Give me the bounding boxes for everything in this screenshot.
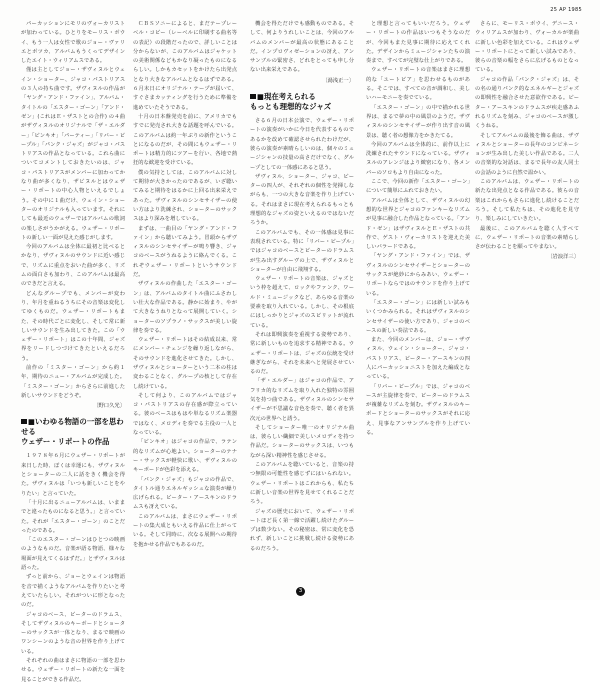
paragraph: どんなグループでも、メンバーが変わり、年月を重ねるうちにその音楽は変化してゆくものだ。ウェザー・リポートもまた、その時代ごとに変化し、そして常に新しいサウンドを生み出してきた。この「ウェザー・リポート」はこの十年間、ジャズ界をリードしつづけてきたといえるだろう。	[21, 290, 125, 362]
text-column-2	[133, 20, 237, 575]
paragraph: 「ヤング・アンド・ファイン」では、ザヴィヌルのシンセサイザーとショーターのサックスが絶妙にからみあい、ウェザー・リポートならではのサウンドを作り上げている。	[366, 253, 470, 297]
paragraph: 僅は主としてジョー・ザヴィヌルとウェイン・ショーター、ジャコ・パストリアスの３人の持ち曲です。ザヴィヌルの作品が「ヤング・アンド・ファイン」、アルバム・タイトルの「エスター・ゴーン」「アンド・ゼン」(これはＥ・ザストとの合作) の４曲がザヴィヌルのオリジナルで「ザ・エルダー」「ピンキオ」「パーティー」「リバー・ピープル」「パンク・ジャズ」がジャコ・パストリアスの作品となっている。これら曲についてコメントしておきたいのは、ジャコ・パストリアスがメンバーに加わってかなり曲が多くなり、ザビヌルとはウェザー・リポートの中心人物といえるでしょう。その中に１曲だけ、ウェイン・ショーターのオリジナルも入っています。それにしても最近のウェザーではアルバムの歌詞の楽しさがうかがえる。ウェザー・リポートの新しい一面が見えた感じがします。	[21, 67, 125, 241]
paragraph: １９７８年６月にウェザー・リポートが来日した時、ぼくは幸運にも、ザヴィヌルとショーターの二人に話をきく機会を得た。ザヴィヌルは「いつも新しいことをやりたい」と言っていた。	[21, 453, 125, 497]
paragraph: それぞれの曲はまさに物語の一部を思わせる。ウェザー・リポートの新たな一面を見ることができる作品だ。	[21, 658, 125, 683]
paragraph: ザヴィヌルの作曲した「エスター・ゴーン」は、アルバムのタイトル曲にふさわしい壮大な作品である。静かに始まり、やがて大きなうねりとなって展開していく。ショーターのソプラノ・サックスが美しい旋律を奏でる。	[133, 281, 237, 334]
paragraph: パーカッションにモリのヴォーカリストが加わっている。ひとりをモーリス・ボウイ、もう一人は女性で歌のジョー・ヴァリエとボツカ、アルバムもうくってデザインしたエイト・ウィリアムスである。	[21, 21, 125, 65]
paragraph: このアルバムでも、その一体感は見事に表現されている。特に「リバー・ピープル」ではジャコのベースとピーターのドラムスが生み出すグルーヴの上で、ザヴィヌルとショーターが自由に飛翔する。	[250, 229, 354, 273]
text-column-1	[21, 20, 125, 683]
page-number-badge: 3	[296, 587, 305, 596]
paragraph: 「エスター・ゴーン」の中で描かれる世界は、まるで夢の中の風景のようだ。ザヴィヌルのシンセサイザーが作り出す音の風景は、聴く者の想像力をかきたてる。	[366, 104, 470, 139]
paragraph: 今回のアルバムは全体に最初と比べるとかなり、ザヴィヌルのサウンドに近い感じで、リズムに重点をおいた曲が多く、リズムの面白さも加わり、このアルバムは最高のできだと言える。	[21, 244, 125, 288]
paragraph: さらに、モーリス・ボウイ、デニース・ウィリアムスが加わり、ヴォーカルが楽曲に新しい色彩を加えている。これはウェザー・リポートにとって新しい試みであり、彼らの音楽の幅をさらに広げるものとなっている。	[475, 21, 579, 74]
paragraph: そしてアルバムの最後を飾る曲は、ザヴィヌルとショーターの長年のコンビネーションが生み出した美しい作品である。二人の音楽的な対話は、まるで長年の友人同士の会話のように自然で温かい。	[475, 132, 579, 176]
paragraph: 前作の「ミスター・ゴーン」から約１年、期待のニュー・アルバムが完成した。「ミスター・ゴーン」からさらに前進した新しいサウンドをどうぞ。	[21, 364, 125, 399]
section-heading-line: ■現在考えられる	[250, 92, 354, 102]
paragraph: ジャズの歴史において、ウェザー・リポートほど長く第一線で活躍し続けたグループは数少ない。その秘密は、常に変化を恐れず、新しいことに挑戦し続ける姿勢にあるのだろう。	[250, 508, 354, 552]
text-column-3	[250, 20, 354, 575]
paragraph: このアルバムは、まさにウェザー・リポートの集大成ともいえる作品に仕上がっている。そして同時に、次なる展開への期待を抱かせる作品でもあるのだ。	[133, 513, 237, 548]
paragraph: ＣＢＳソニーによると、まだテープレーベル・コピー（レーベルに印刷する曲名等の表記）の段階だったので、詳しいことは分からないが、このアルバムはジャケットの美術関係などもかなり凝ったものになるらしい。しかもカセットをかけたら出発点となり大きなアルバムとなるはずである。６月末日にオリジナル・テープが届いて、すぐさまカッティングを行うために準備を進めていたそうである。	[133, 21, 237, 111]
section-heading	[21, 417, 125, 447]
paragraph: 「パンク・ジャズ」もジャコの作品で、タイトル通りエネルギッシュな演奏が繰り広げられる。ピーター・アースキンのドラムスも冴えている。	[133, 476, 237, 511]
paragraph: このアルバムは、ウェザー・リポートの新たな出発点となる作品である。彼らの音楽はこれからもさらに進化し続けることだろう。そして私たちは、その進化を見守り、楽しみにしていきたい。	[475, 179, 579, 223]
paragraph: それは即興演奏を重視する姿勢であり、常に新しいものを追求する精神である。ウェザー・リポートは、ジャズの伝統を受け継ぎながら、それを未来へと発展させているのだ。	[250, 331, 354, 376]
section-heading	[250, 92, 354, 112]
text-column-5	[475, 20, 579, 575]
section-heading-line: もっとも理想的なジャズ	[250, 102, 332, 112]
paragraph: そして何より、このアルバムではジャコ・パストリアスの存在感が際立っている。彼のベースはもはや単なるリズム楽器ではなく、メロディを奏でる主役の一人となっている。	[133, 392, 237, 437]
paragraph: ここで、今回の新作「エスター・ゴーン」について簡単にふれておきたい。	[366, 179, 470, 195]
paragraph: と理想と言ってもいいだろう。ウェザー・リポートの作品はいつもそうなのだが、今回もまた見事に期待に応えてくれた。デザインからミュージシャンたちの演奏まで、すべてが完璧な仕上がりである。	[366, 21, 470, 65]
paragraph: ジャコの作品「パンク・ジャズ」は、その名の通りパンク的なエネルギーとジャズの即興性を融合させた意欲作である。ピーター・アースキンのドラムスが疾走感あふれるリズムを刻み、ジャコのベースが激しくうねる。	[475, 76, 579, 130]
author-byline: 〔湯浅正一〕	[322, 77, 354, 84]
paragraph: 「エスター・ゴーン」には新しい試みもいくつかみられる。それはザヴィヌルのシンセサイザーの使い方であり、ジャコのベースの新しい奏法である。	[366, 299, 470, 334]
paragraph: そしてショーター唯一のオリジナル曲は、彼らしい繊細で美しいメロディを持つ作品だ。ショーターのサックスは、いつもながら深い精神性を感じさせる。	[250, 424, 354, 459]
paragraph: 「ピンキオ」はジャコの作品で、ラテン的なリズムが心地よい。ショーターのテナー・サックスが軽快に歌い、ザヴィヌルのキーボードが色彩を添える。	[133, 439, 237, 474]
author-byline: 〔岩浪洋三〕	[547, 254, 579, 261]
paragraph: ジャコのベース、ピーターのドラムス、そしてザヴィヌルのキーボードとショーターのサックスが一体となり、まるで映画のワンシーンのような音の世界を作り上げている。	[21, 611, 125, 655]
paragraph: 「リバー・ピープル」では、ジャコのベースが主旋律を奏で、ピーターのドラムスが複雑なリズムを刻む。ザヴィヌルのキーボードとショーターのサックスがそれに応え、見事なアンサンブルを作り上げている。	[366, 383, 470, 437]
paragraph: 機会を得ただけでも感動ものである。そして、何よりうれしいことは、今回のアルバムのメンバーが最高の状態にあることだ。インプロヴィゼーションの冴え、アンサンブルの緊密さ、どれをとっても申し分ない出来栄えである。	[250, 21, 354, 74]
paragraph: ずっと前から、ジョーとウェインは物語を音で描くようなアルバムを作りたいと考えていたらしい。それがついに形となったのだ。	[21, 574, 125, 609]
paragraph: 「ザ・エルダー」はジャコの作品で、アフリカ的なリズムを取り入れた独特の雰囲気を持つ曲である。ザヴィヌルのシンセサイザーが不思議な音色を奏で、聴く者を異次元の世界へと誘う。	[250, 378, 354, 422]
paragraph: 今回のアルバムは全体的に、前作以上に洗練されたサウンドになっている。ザヴィヌルのアレンジはより緻密になり、各メンバーのソロもより自由になった。	[366, 141, 470, 176]
catalog-number: 25 AP 1985	[550, 7, 582, 13]
author-byline: 〔野口久光〕	[93, 403, 125, 410]
section-heading-line: ■いわゆる物語の一部を思わせる	[21, 417, 124, 437]
paragraph: ウェザー・リポートの音楽はまさに理想的な「ユートピア」を思わせるものがある。そこでは、すべての音が調和し、美しいハーモニーを奏でている。	[366, 67, 470, 102]
paragraph: 「このエスター・ゴーンはひとつの映画のようなものだ。音楽が語る物語、様々な場面が見えてくるはずだ。」とザヴィヌルは語った。	[21, 537, 125, 572]
paragraph: 十月の日本盤発売を前に、アメリカでもすでに発売され大きな話題を呼んでいる。このアルバムは約一年ぶりの新作ということになるのだが、その間にもウェザー・リポートは精力的にツアーを行い、各地で熱狂的な歓迎を受けている。	[133, 113, 237, 167]
paragraph: このアルバムを聴いていると、音楽の持つ無限の可能性を感じずにはいられない。ウェザー・リポートはこれからも、私たちに新しい音楽の世界を見せてくれることだろう。	[250, 462, 354, 506]
paragraph: 「十月に出るニューアルバムは、いままでと違ったものになると思う。」と言っていた。それが「エスター・ゴーン」のことだったのである。	[21, 499, 125, 534]
paragraph: まずは、一曲目の「ヤング・アンド・ファイン」から聴いてみよう。冒頭からザヴィヌルのシンセサイザーが鳴り響き、ジャコのベースがうねるように絡んでくる。これぞウェザー・リポートというサウンドだ。	[133, 225, 237, 279]
paragraph: ウェザー・リポートはその結成以来、常にメンバー・チェンジを繰り返しながら、そのサウンドを進化させてきた。しかし、ザヴィヌルとショーターという二本の柱は変わることなく、グループの核として存在し続けている。	[133, 337, 237, 390]
paragraph: さる６月の日本公演で、ウェザー・リポートの演奏がいかに今日を代表するものであるかを改めて確認させられたわけだが、彼らの演奏が素晴らしいのは、個々のミュージシャンの技量の高さだけでなく、グループとしての一体感にあると思う。	[250, 118, 354, 171]
paragraph: 僕の気持としては、このアルバムに対して期待が大きかったのであるが、いざ聴いてみると期待をはるかに上回る出来栄えであった。ザヴィヌルのシンセサイザーの使い方はより洗練され、ショーターのサックスはより深みを増している。	[133, 169, 237, 223]
paragraph: アルバムは全体として、ザヴィヌルの幻想的な世界とジャコのファンキーなリズムが見事に融合した作品となっている。「アンド・ゼン」はザヴィヌルとＥ・ザストの共作で、ゲスト・ヴォーカリストを迎えた美しいバラードである。	[366, 197, 470, 251]
text-column-4	[366, 20, 470, 575]
paragraph: ザヴィヌル、ショーター、ジャコ、ピーターの四人が、それぞれの個性を発揮しながらも、一つの大きな音楽を作り上げている。それはまさに現在考えられるもっとも理想的なジャズの姿といえるのではないだろうか。	[250, 173, 354, 227]
paragraph: 最後に、このアルバムを聴く人すべてに、ウェザー・リポートの音楽の素晴らしさが伝わることを願ってやまない。	[475, 225, 579, 251]
paragraph: また、今回のメンバーは、ジョー・ザヴィヌル、ウェイン・ショーター、ジャコ・パストリアス、ピーター・アースキンの四人にパーカッショニストを加えた編成となっている。	[366, 337, 470, 381]
section-heading-line: ウェザー・リポートの作品	[21, 437, 110, 447]
paragraph: ウェザー・リポートの音楽は、ジャズという枠を超えて、ロックやファンク、ワールド・ミュージックなど、あらゆる音楽の要素を取り入れている。しかし、その根底にはしっかりとジャズのスピリットが流れている。	[250, 276, 354, 329]
